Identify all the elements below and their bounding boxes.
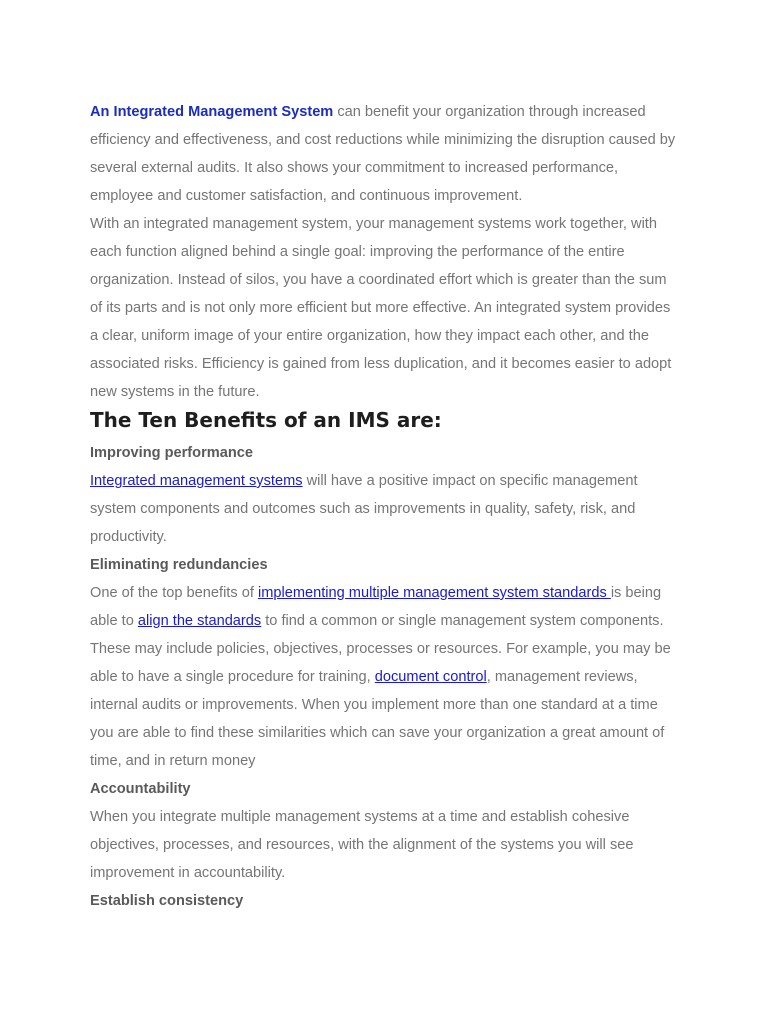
section-title-improving-performance: Improving performance: [90, 445, 253, 461]
section-title-accountability: Accountability: [90, 781, 191, 797]
align-the-standards-link[interactable]: align the standards: [137, 613, 262, 629]
accountability-paragraph: When you integrate multiple management systems at a time and establish cohesive objectives, processes, and resources, with the alignment of the systems you will see improvement in accountability.: [90, 809, 634, 881]
intro-paragraph-2: With an integrated management system, your management systems work together, with each function aligned behind a single goal: improving the performance of the entire organization. Instead of silos, you have a coordinated effort which is greater than the sum of its parts and is not only more efficient but more effective. An integrated system provides a clear, uniform image of your entire organization, how they impact each other, and the associated risks. Efficiency is gained from less duplication, and it becomes easier to adopt new systems in the future.: [90, 216, 672, 400]
eliminating-text-3: to find a common or single management system components. These may include policies, objectives, processes or resources. For example, you may be able to have a single procedure for training,: [90, 613, 671, 685]
improving-performance-paragraph: [90, 467, 680, 551]
document-page: [90, 98, 680, 915]
eliminating-text-1: One of the top benefits of: [90, 585, 258, 601]
document-control-link[interactable]: document control: [374, 669, 487, 685]
section-title-eliminating-redundancies: Eliminating redundancies: [90, 557, 268, 573]
eliminating-text-2: is being able to: [90, 585, 662, 629]
benefits-heading: The Ten Benefits of an IMS are:: [90, 408, 442, 432]
intro-paragraph: [90, 98, 680, 210]
improving-performance-text: will have a positive impact on specific management system components and outcomes such as improvements in quality, safety, risk, and productivity.: [90, 473, 638, 545]
section-title-establish-consistency: Establish consistency: [90, 893, 244, 909]
implementing-standards-link[interactable]: implementing multiple management system standards: [257, 585, 611, 601]
intro-text: can benefit your organization through increased efficiency and effectiveness, and cost reductions while minimizing the disruption caused by several external audits. It also shows your commitment to increased performance, employee and customer satisfaction, and continuous improvement.: [90, 104, 676, 204]
integrated-management-systems-link[interactable]: Integrated management systems: [90, 473, 303, 489]
eliminating-text-4: , management reviews, internal audits or improvements. When you implement more than one standard at a time you are able to find these similarities which can save your organization a great amount of time, and in return money: [90, 669, 665, 769]
intro-title: An Integrated Management System: [90, 104, 334, 120]
eliminating-redundancies-paragraph: [90, 579, 680, 775]
